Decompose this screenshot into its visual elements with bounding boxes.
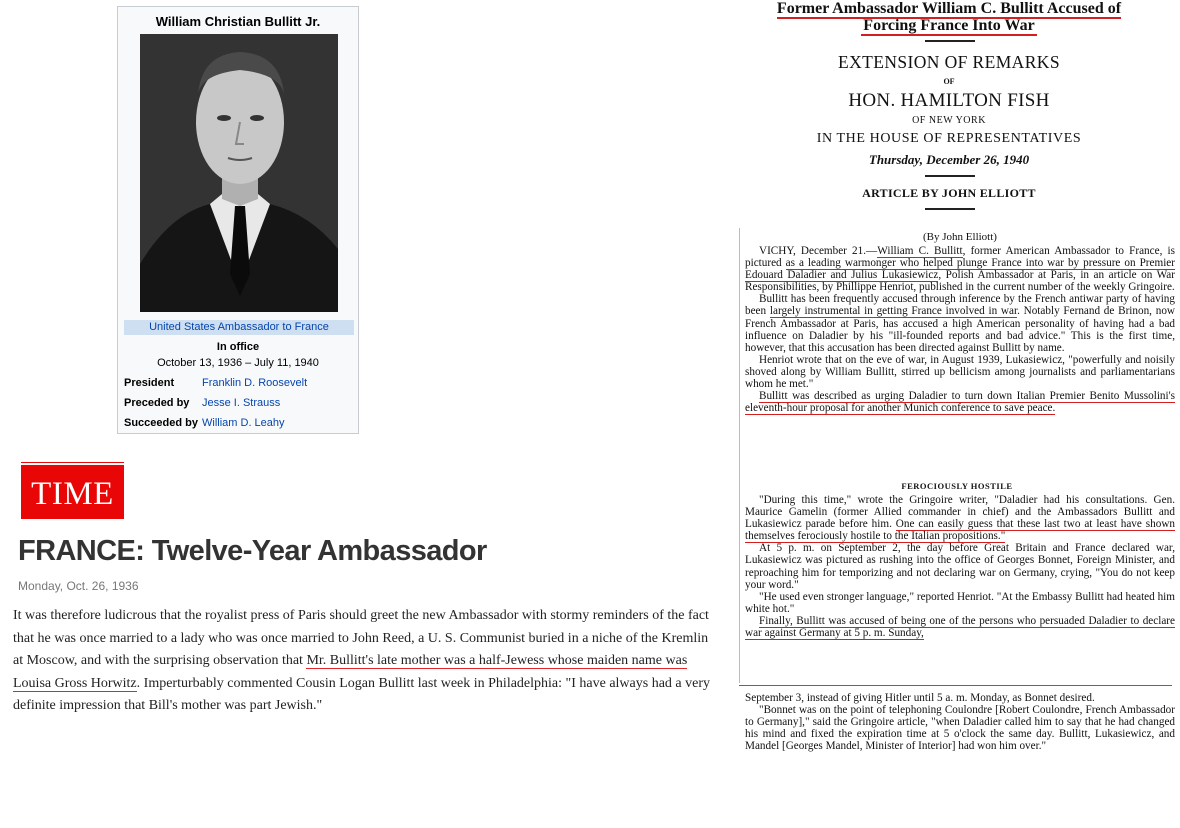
paragraph: Henriot wrote that on the eve of war, in August 1939, Lukasiewicz, "powerfully and noisily shoved along by William Bullitt, stirred up bellicism among journalists and parliamentarians whom he met." bbox=[745, 353, 1175, 391]
column-break bbox=[739, 685, 1172, 686]
succeeded-by-link[interactable]: William D. Leahy bbox=[202, 417, 285, 429]
paragraph: September 3, instead of giving Hitler until 5 a. m. Monday, as Bonnet desired. bbox=[745, 692, 1095, 704]
member-state: OF NEW YORK bbox=[912, 115, 986, 126]
divider bbox=[925, 208, 975, 210]
article-body: It was therefore ludicrous that the royalist press of Paris should greet the new Ambassador with stormy reminders of the fact that he was once married to a lady who was once married to John Reed, a U. S. Communist buried in a niche of the Kremlin at Moscow, and with the surprising observation that Mr. Bullitt's late mother was a half-Jewess whose maiden name was Louisa Gross Horwitz. Imperturbably commented Cousin Logan Bullitt last week in Philadelphia: "I have always had a very definite impression that Bill's mother was part Jewish." bbox=[13, 608, 711, 713]
divider bbox=[925, 175, 975, 177]
clipping-body-part3 bbox=[745, 692, 1175, 752]
article-title: FRANCE: Twelve-Year Ambassador bbox=[18, 535, 487, 567]
paragraph: Finally, Bullitt was accused of being one of the persons who persuaded Daladier to declare war against Germany at 5 p. m. Sunday, bbox=[745, 614, 1175, 640]
infobox-row-preceded bbox=[124, 397, 280, 409]
divider bbox=[925, 40, 975, 42]
paragraph: Bullitt was described as urging Daladier to turn down Italian Premier Benito Mussolini's eleventh-hour proposal for another Munich conference to save peace. bbox=[745, 390, 1175, 415]
column-edge bbox=[739, 228, 740, 683]
byline: (By John Elliott) bbox=[923, 231, 997, 243]
of-label: OF bbox=[943, 77, 955, 86]
paragraph: "During this time," wrote the Gringoire writer, "Daladier had his consultations. Gen. Maurice Gamelin (former Allied commander in chief) and the Ambassadors Bullitt and Lukasiewicz parade before him. One can easily guess that these last two at least have shown themselves ferociously hostile to the Italian propositions." bbox=[745, 494, 1175, 543]
infobox bbox=[117, 6, 359, 434]
office-title[interactable]: United States Ambassador to France bbox=[124, 320, 354, 335]
infobox-title: William Christian Bullitt Jr. bbox=[155, 14, 321, 29]
member-name: HON. HAMILTON FISH bbox=[848, 90, 1050, 111]
in-office-label: In office bbox=[216, 341, 260, 353]
article-byline-heading: ARTICLE BY JOHN ELLIOTT bbox=[862, 186, 1036, 200]
paragraph: Bullitt has been frequently accused through inference by the French antiwar party of having been largely instrumental in getting France involved in war. Notably Fernand de Brinon, now French Ambassador at Paris, has accused a high American personality of having had a bad influence on Daladier by his "ill-founded reports and bad advice." This is the first time, however, that this accusation has been directed against Bullitt by name. bbox=[745, 293, 1175, 354]
row-label: Preceded by bbox=[124, 397, 190, 409]
row-label: Succeeded by bbox=[124, 417, 198, 429]
subheading: FEROCIOUSLY HOSTILE bbox=[901, 481, 1013, 491]
paragraph: "He used even stronger language," reported Henriot. "At the Embassy Bullitt had heated him white hot." bbox=[745, 590, 1175, 615]
infobox-row-president bbox=[124, 377, 307, 389]
congressional-record-clipping bbox=[737, 0, 1180, 828]
preceded-by-link[interactable]: Jesse I. Strauss bbox=[202, 397, 281, 409]
highlighted-passage: Mr. Bullitt's late mother was a half-Jewess whose maiden name was Louisa Gross Horwitz bbox=[13, 653, 688, 691]
row-label: President bbox=[124, 377, 175, 389]
paragraph: VICHY, December 21.—William C. Bullitt, former American Ambassador to France, is pictured as a leading warmonger who helped plunge France into war by pressure on Premier Edouard Daladier and Julius Lukasiewicz, Polish Ambassador at Paris, in an article on War Responsibilities, by Phillippe Henriot, published in the current number of the weekly Gringoire. bbox=[745, 245, 1176, 294]
infobox-row-succeeded bbox=[124, 417, 285, 429]
time-logo[interactable]: TIME bbox=[21, 463, 124, 519]
record-date: Thursday, December 26, 1940 bbox=[868, 152, 1030, 167]
portrait-photo bbox=[140, 34, 338, 312]
clipping-body-part1 bbox=[745, 245, 1175, 414]
term-dates: October 13, 1936 – July 11, 1940 bbox=[157, 357, 319, 369]
article-date: Monday, Oct. 26, 1936 bbox=[18, 579, 139, 593]
president-link[interactable]: Franklin D. Roosevelt bbox=[202, 377, 308, 389]
paragraph: "Bonnet was on the point of telephoning Coulondre [Robert Coulondre, French Ambassador to Germany]," said the Gringoire article, "when Daladier called him to say that he had changed his mind and fixed the expiration time at 5 o'clock the same day. Bullitt, Lukasiewicz, and Mandel [Georges Mandel, Minister of Interior] had won him over." bbox=[745, 704, 1175, 753]
clipping-headline: Former Ambassador William C. Bullitt Accused of Forcing France Into War bbox=[776, 0, 1122, 34]
clipping-body-part2 bbox=[745, 494, 1175, 639]
extension-heading: EXTENSION OF REMARKS bbox=[838, 52, 1060, 72]
paragraph: At 5 p. m. on September 2, the day before Great Britain and France declared war, Lukasiewicz was pictured as rushing into the office of Georges Bonnet, Foreign Minister, and reproaching him for temporizing and not declaring war on Germany, crying, "You do not keep your word." bbox=[745, 542, 1175, 591]
house-label: IN THE HOUSE OF REPRESENTATIVES bbox=[816, 131, 1082, 146]
